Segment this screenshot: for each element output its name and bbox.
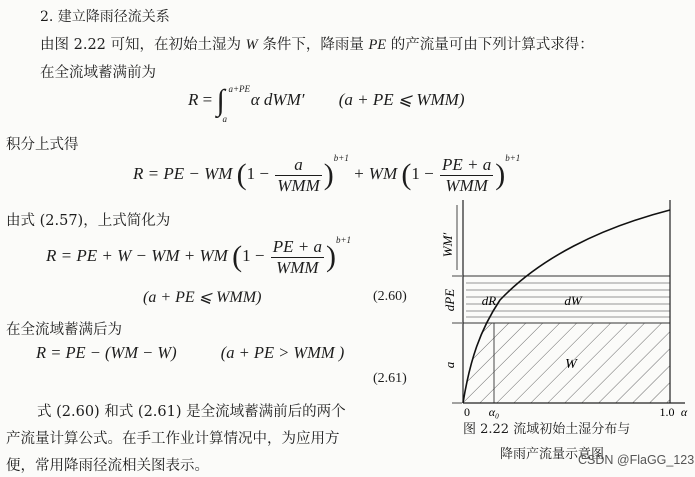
eq3-lhs: R = PE + W − WM + WM [46,246,228,265]
eq3-fraction [271,237,324,278]
eq3-exponent: b+1 [335,235,352,245]
figure-soil-moisture-diagram [430,196,695,426]
equation-4 [36,343,344,363]
csdn-watermark: CSDN @FlaGG_123 [578,453,695,467]
eq4-number: (2.61) [373,371,407,386]
eq1-integrand: α dWM′ [250,89,305,109]
eq2-fraction-2 [440,155,493,196]
eq1-condition: (a + PE ⩽ WMM) [338,89,465,109]
intro-var-pe: PE [368,37,387,53]
closing-line-1: 式 (2.60) 和式 (2.61) 是全流域蓄满前后的两个 [37,404,346,420]
integrate-text: 积分上式得 [6,137,79,153]
eq2-frac1-num: a [275,155,321,176]
section-heading: 2. 建立降雨径流关系 [40,9,170,25]
intro-text-2: 条件下，降雨量 [262,37,364,53]
closing-line-3: 便，常用降雨径流相关图表示。 [6,458,209,474]
equation-2: R = PE − WM (1 − $\frac{a}{\text{WMM}}$ )$^{b+1}$ + WM (1 − $\frac{PE + a}{\text{WMM}}$ )$^{b+1}$ [133,153,521,195]
eq2-frac1-den: WMM [277,175,320,195]
eq1-lhs: R [188,89,199,109]
equation-1: R = ∫ a+PE a α dWM′ (a + PE ⩽ WMM) [188,84,465,124]
after-full-text: 在全流域蓄满后为 [6,322,122,338]
eq3-condition: (a + PE ⩽ WMM) [143,289,262,306]
eq3-frac-den: WMM [276,257,319,277]
tick-alpha0: α₀ [488,405,500,419]
label-w: W [565,357,577,372]
before-full-text: 在全流域蓄满前为 [40,65,156,81]
figure-caption-line-1: 图 2.22 流域初始土湿分布与 [463,422,631,437]
intro-text-1: 由图 2.22 可知，在初始土湿为 [40,37,242,53]
closing-line-2: 产流量计算公式。在手工作业计算情况中，为应用方 [6,431,340,447]
by-equation-text: 由式 (2.57)，上式简化为 [6,213,171,229]
tick-one: 1.0 [659,405,675,419]
eq3-number: (2.60) [373,289,407,304]
label-dw: dW [564,293,582,308]
eq1-lower-limit: a [222,114,227,124]
label-dr: dR [481,293,497,308]
label-dpe: dPE [442,288,457,312]
intro-var-w: W [245,37,258,53]
eq1-upper-limit: a+PE [228,84,251,94]
intro-paragraph [40,33,594,54]
figure-caption-line-2: 降雨产流量示意图 [500,447,605,462]
eq2-frac2-num: PE + a [441,154,492,174]
eq4-expr: R = PE − (WM − W) [36,343,177,362]
eq2-lhs: R = PE − WM [133,164,233,183]
intro-text-3: 的产流量可由下列计算式求得： [390,37,594,53]
eq4-condition: (a + PE > WMM ) [220,343,345,362]
eq2-exponent-2: b+1 [505,153,521,163]
eq2-frac2-den: WMM [445,175,488,195]
equation-3: R = PE + W − WM + WM (1 − $\frac{PE + a}{\text{WMM}}$ )$^{b+1}$ [46,235,352,277]
eq2-fraction-1 [275,155,321,196]
eq3-frac-num: PE + a [272,236,322,256]
axis-alpha-label: α [680,405,688,419]
label-wm-prime: WM′ [440,232,455,258]
eq2-mid: + WM [353,164,398,183]
tick-zero: 0 [464,405,470,419]
eq2-exponent-1: b+1 [333,153,349,163]
label-a: a [442,361,457,369]
